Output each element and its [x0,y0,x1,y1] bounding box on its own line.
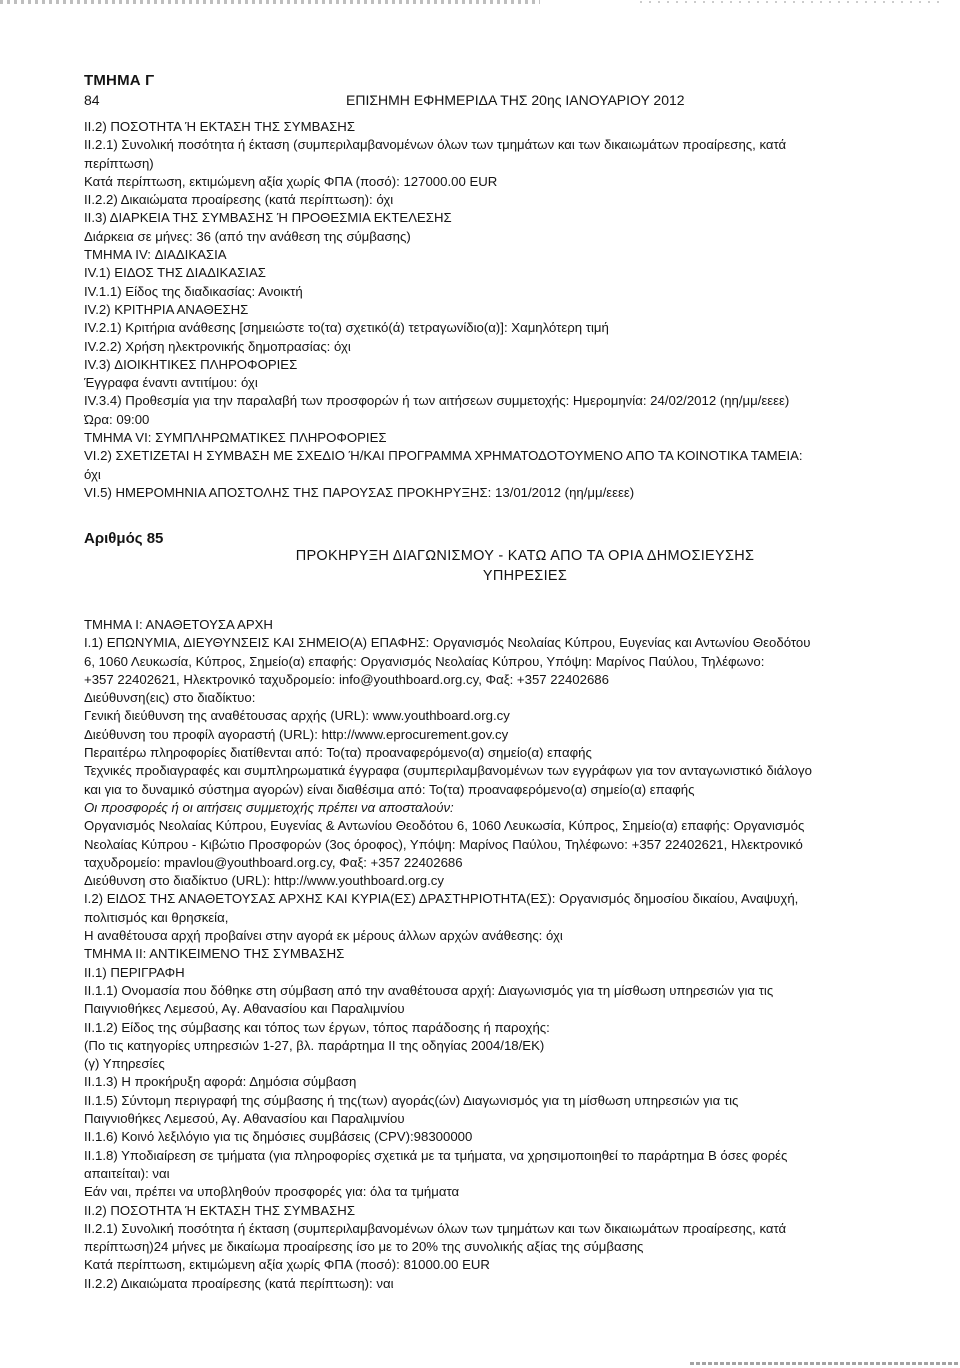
text-line: ΙΙ.1.3) Η προκήρυξη αφορά: Δημόσια σύμβαση [84,1074,357,1090]
text-line: ταχυδρομείο: mpavlou@youthboard.org.cy, Φαξ: +357 22402686 [84,854,463,870]
text-line: Κατά περίπτωση, εκτιμώμενη αξία χωρίς ΦΠΑ (ποσό): 127000.00 EUR [84,173,498,189]
text-line: όχι [84,466,101,482]
text-line: (Πο τις κατηγορίες υπηρεσιών 1-27, βλ. παράρτημα ΙΙ της οδηγίας 2004/18/ΕΚ) [84,1037,545,1053]
text-line: Νεολαίας Κύπρου - Κιβώτιο Προσφορών (3ος όροφος), Υπόψη: Μαρίνος Παύλου, Τηλέφωνο: +357 22402621, Ηλεκτρονικό [84,836,803,852]
text-line: 6, 1060 Λευκωσία, Κύπρος, Σημείο(α) επαφής: Οργανισμός Νεολαίας Κύπρου, Υπόψη: Μαρίνος Παύλου, Τηλέφωνο: [84,653,765,669]
text-line: ΙΙ.2.1) Συνολική ποσότητα ή έκταση (συμπεριλαμβανομένων όλων των τμημάτων και των δικαιωμάτων προαίρεσης, κατά [84,1220,787,1236]
notice-title-line-2: ΥΠΗΡΕΣΙΕΣ [482,568,568,584]
page-number: 84 [84,92,100,108]
text-line: Οργανισμός Νεολαίας Κύπρου, Ευγενίας & Αντωνίου Θεοδότου 6, 1060 Λευκωσία, Κύπρος, Σημείο(α) επαφής: Οργανισμός [84,818,805,834]
text-line: IV.1) ΕΙΔΟΣ ΤΗΣ ΔΙΑΔΙΚΑΣΙΑΣ [84,265,266,281]
text-line: IV.2.2) Χρήση ηλεκτρονικής δημοπρασίας: όχι [84,338,351,354]
text-line: ΤΜΗΜΑ VI: ΣΥΜΠΛΗΡΩΜΑΤΙΚΕΣ ΠΛΗΡΟΦΟΡΙΕΣ [84,430,387,446]
text-line: πολιτισμός και θρησκεία, [84,909,229,925]
journal-running-header: ΕΠΙΣΗΜΗ ΕΦΗΜΕΡΙΔΑ ΤΗΣ 20ης ΙΑΝΟΥΑΡΙΟΥ 2012 [346,92,685,108]
text-line: ΙΙ.2.1) Συνολική ποσότητα ή έκταση (συμπεριλαμβανομένων όλων των τμημάτων και των δικαιωμάτων προαίρεσης, κατά [84,137,787,153]
text-line: (γ) Υπηρεσίες [84,1056,165,1072]
text-line: IV.1.1) Είδος της διαδικασίας: Ανοικτή [84,283,303,299]
text-line: Διεύθυνση στο διαδίκτυο (URL): http://www.youthboard.org.cy [84,873,444,889]
text-line: ΤΜΗΜΑ Ι: ΑΝΑΘΕΤΟΥΣΑ ΑΡΧΗ [84,617,273,632]
text-line: Ώρα: 09:00 [84,411,150,427]
text-line: ΙΙ.2) ΠΟΣΟΤΗΤΑ Ή ΕΚΤΑΣΗ ΤΗΣ ΣΥΜΒΑΣΗΣ [84,1202,355,1218]
text-line: ΙΙ.1.2) Είδος της σύμβασης και τόπος των έργων, τόπος παράδοσης ή παροχής: [84,1019,550,1035]
text-line: Περαιτέρω πληροφορίες διατίθενται από: Το(τα) προαναφερόμενο(α) σημείο(α) επαφής [84,745,592,761]
scan-artifact-top-right [640,1,940,3]
text-line: Έγγραφα έναντι αντιτίμου: όχι [84,375,258,391]
text-line: IV.2.1) Κριτήρια ανάθεσης [σημειώστε το(τα) σχετικό(ά) τετραγωνίδιο(α)]: Χαμηλότερη τιμή [84,320,609,336]
text-line: Ι.2) ΕΙΔΟΣ ΤΗΣ ΑΝΑΘΕΤΟΥΣΑΣ ΑΡΧΗΣ ΚΑΙ ΚΥΡΙΑ(ΕΣ) ΔΡΑΣΤΗΡΙΟΤΗΤΑ(ΕΣ): Οργανισμός δημοσίου δικαίου, Αναψυχή, [84,891,799,907]
text-line: IV.3) ΔΙΟΙΚΗΤΙΚΕΣ ΠΛΗΡΟΦΟΡΙΕΣ [84,356,298,372]
text-line: Η αναθέτουσα αρχή προβαίνει στην αγορά εκ μέρους άλλων αρχών ανάθεσης: όχι [84,928,563,944]
text-line: IV.2) ΚΡΙΤΗΡΙΑ ΑΝΑΘΕΣΗΣ [84,301,249,317]
text-line: ΤΜΗΜΑ IV: ΔΙΑΔΙΚΑΣΙΑ [84,247,227,263]
scan-artifact-top [0,0,540,4]
text-line: IV.3.4) Προθεσμία για την παραλαβή των προσφορών ή των αιτήσεων συμμετοχής: Ημερομηνία: 24/02/2012 (ηη/μμ/εεεε) [84,393,790,409]
text-line: ΙΙ.2.2) Δικαιώματα προαίρεσης (κατά περίπτωση): ναι [84,1275,394,1291]
notice-title-line-1: ΠΡΟΚΗΡΥΞΗ ΔΙΑΓΩΝΙΣΜΟΥ - ΚΑΤΩ ΑΠΟ ΤΑ ΟΡΙΑ ΔΗΜΟΣΙΕΥΣΗΣ [295,548,755,564]
text-line: VI.5) ΗΜΕΡΟΜΗΝΙΑ ΑΠΟΣΤΟΛΗΣ ΤΗΣ ΠΑΡΟΥΣΑΣ ΠΡΟΚΗΡΥΞΗΣ: 13/01/2012 (ηη/μμ/εεεε) [84,484,635,500]
text-line: απαιτείται): ναι [84,1165,170,1181]
text-line: ΙΙ.1.6) Κοινό λεξιλόγιο για τις δημόσιες συμβάσεις (CPV):98300000 [84,1129,473,1145]
text-line: ΙΙ.1.5) Σύντομη περιγραφή της σύμβασης ή της(των) αγοράς(ών) Διαγωνισμός για τη μίσθωση υπηρεσιών για τις [84,1092,739,1108]
text-line: Τεχνικές προδιαγραφές και συμπληρωματικά έγγραφα (συμπεριλαμβανομένων των εγγράφων για τον ανταγωνιστικό διάλογο [84,763,812,779]
text-line: Γενική διεύθυνση της αναθέτουσας αρχής (URL): www.youthboard.org.cy [84,708,510,724]
previous-notice-text [84,118,874,502]
notice-number: Αριθμός 85 [84,530,164,547]
text-line: περίπτωση)24 μήνες με δικαίωμα προαίρεσης ίσο με το 20% της συνολικής αξίας της σύμβασης [84,1239,644,1255]
text-line: Ι.1) ΕΠΩΝΥΜΙΑ, ΔΙΕΥΘΥΝΣΕΙΣ ΚΑΙ ΣΗΜΕΙΟ(Α) ΕΠΑΦΗΣ: Οργανισμός Νεολαίας Κύπρου, Ευγενίας και Αντωνίου Θεοδότου [84,635,811,651]
text-line: Παιγνιοθήκες Λεμεσού, Αγ. Αθανασίου και Παραλιμνίου [84,1001,405,1017]
text-line: Διάρκεια σε μήνες: 36 (από την ανάθεση της σύμβασης) [84,228,411,244]
text-line: ΙΙ.1) ΠΕΡΙΓΡΑΦΗ [84,964,185,980]
text-line: Διεύθυνση του προφίλ αγοραστή (URL): http://www.eprocurement.gov.cy [84,726,509,742]
section-heading: ΤΜΗΜΑ Γ [84,72,155,89]
text-line: +357 22402621, Ηλεκτρονικό ταχυδρομείο: info@youthboard.org.cy, Φαξ: +357 22402686 [84,671,609,687]
text-line: και για το δυναμικό σύστημα αγορών) είναι διαθέσιμα από: Το(τα) προαναφερόμενο(α) σημείο(α) επαφής [84,781,695,797]
text-line: ΙΙ.3) ΔΙΑΡΚΕΙΑ ΤΗΣ ΣΥΜΒΑΣΗΣ Ή ΠΡΟΘΕΣΜΙΑ ΕΚΤΕΛΕΣΗΣ [84,210,452,226]
text-line: Εάν ναι, πρέπει να υποβληθούν προσφορές για: όλα τα τμήματα [84,1184,460,1200]
text-line: Παιγνιοθήκες Λεμεσού, Αγ. Αθανασίου και Παραλιμνίου [84,1111,405,1127]
text-line: ΙΙ.1.8) Υποδιαίρεση σε τμήματα (για πληροφορίες σχετικά με τα τμήματα, να χρησιμοποιηθεί το παράρτημα Β όσες φορές [84,1147,788,1163]
text-line: περίπτωση) [84,155,154,171]
scan-artifact-bottom [690,1362,960,1365]
text-line: Κατά περίπτωση, εκτιμώμενη αξία χωρίς ΦΠΑ (ποσό): 81000.00 EUR [84,1257,490,1273]
notice-title [180,546,870,586]
text-line: Διεύθυνση(εις) στο διαδίκτυο: [84,690,256,706]
text-line: ΙΙ.2.2) Δικαιώματα προαίρεσης (κατά περίπτωση): όχι [84,192,394,208]
text-line: ΤΜΗΜΑ ΙΙ: ΑΝΤΙΚΕΙΜΕΝΟ ΤΗΣ ΣΥΜΒΑΣΗΣ [84,946,345,962]
text-line: Οι προσφορές ή οι αιτήσεις συμμετοχής πρέπει να αποσταλούν: [84,799,454,815]
text-line: ΙΙ.1.1) Ονομασία που δόθηκε στη σύμβαση από την αναθέτουσα αρχή: Διαγωνισμός για τη μίσθωση υπηρεσιών για τις [84,982,774,998]
text-line: VI.2) ΣΧΕΤΙΖΕΤΑΙ Η ΣΥΜΒΑΣΗ ΜΕ ΣΧΕΔΙΟ Ή/ΚΑΙ ΠΡΟΓΡΑΜΜΑ ΧΡΗΜΑΤΟΔΟΤΟΥΜΕΝΟ ΑΠΟ ΤΑ ΚΟΙΝΟΤΙΚΑ ΤΑΜΕΙΑ: [84,448,803,464]
notice-85-text [84,616,874,1293]
text-line: ΙΙ.2) ΠΟΣΟΤΗΤΑ Ή ΕΚΤΑΣΗ ΤΗΣ ΣΥΜΒΑΣΗΣ [84,119,355,134]
